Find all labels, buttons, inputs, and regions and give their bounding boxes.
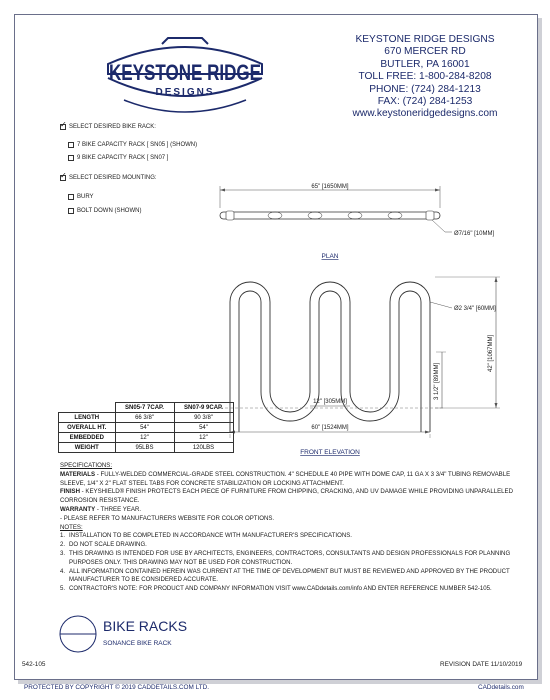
note-text: INSTALLATION TO BE COMPLETED IN ACCORDANCE WITH MANUFACTURER'S SPECIFICATIONS.	[69, 532, 352, 540]
drawing-title: BIKE RACKS	[103, 618, 188, 634]
logo-text: KEYSTONE RIDGE	[109, 60, 261, 85]
table-cell: 120LBS	[174, 443, 233, 453]
front-elevation-label: FRONT ELEVATION	[300, 449, 360, 456]
address-line: FAX: (724) 284-1253	[377, 96, 473, 108]
table-row	[59, 413, 234, 423]
table-header-cell	[59, 403, 116, 413]
table-header-row	[59, 403, 234, 413]
finish-spec	[60, 488, 530, 506]
mounting-option-label: BURY	[77, 194, 94, 200]
plan-post	[226, 211, 234, 220]
notes-heading: NOTES:	[60, 523, 83, 531]
table-row	[59, 423, 234, 433]
table-row-label: OVERALL HT.	[59, 423, 116, 433]
rack-sn05-checkbox[interactable]	[68, 142, 74, 148]
arrowhead	[495, 403, 498, 408]
warranty-spec	[60, 506, 530, 515]
rack-option-label: 7 BIKE CAPACITY RACK [ SN05 ] (SHOWN)	[77, 142, 198, 148]
front-length-dim: 60" [1524MM]	[311, 425, 349, 431]
table-row	[59, 443, 234, 453]
table-row-label: WEIGHT	[59, 443, 116, 453]
table-cell: 95LBS	[115, 443, 174, 453]
plan-rack-outline	[220, 212, 440, 219]
materials-label: MATERIALS	[60, 470, 96, 478]
table-row	[59, 433, 234, 443]
address-line: BUTLER, PA 16001	[380, 58, 470, 70]
logo-subtext: DESIGNS	[155, 87, 215, 98]
spec-table	[58, 402, 234, 453]
rack-option-sn05[interactable]	[68, 142, 197, 148]
rack-heading-checkbox[interactable]	[60, 124, 66, 130]
leader-line	[432, 220, 452, 232]
rack-heading-option[interactable]	[60, 124, 156, 130]
overall-length-dim: 65" [1650MM]	[311, 184, 349, 190]
specifications-heading: SPECIFICATIONS:	[60, 462, 113, 469]
plan-post	[426, 211, 434, 220]
table-cell: 54"	[115, 423, 174, 433]
mounting-heading-option[interactable]	[60, 175, 157, 181]
note-text: DO NOT SCALE DRAWING.	[69, 541, 147, 549]
note-item: 4. ALL INFORMATION CONTAINED HEREIN WAS CURRENT AT THE TIME OF DEVELOPMENT BUT MUST BE REVIEWED AND APPROVED BY THE PRODUCT MANUFACTURER TO BE CONSIDERED ACCURATE.	[60, 568, 530, 586]
leader-line	[430, 302, 452, 308]
table-cell: 12"	[174, 433, 233, 443]
reference-number: 542-105	[22, 661, 46, 668]
materials-text: - FULLY-WELDED COMMERCIAL-GRADE STEEL CONSTRUCTION. 4" SCHEDULE 40 PIPE WITH DOME CAP, 11 GA X 3 3/4" TUBING REMOVABLE SLEEVE, 1/4" X 2" FLAT STEEL TABS FOR CONCRETE STABILIZATION OR LOCKING ATTACHMENT.	[60, 470, 511, 487]
warranty-label: WARRANTY	[60, 505, 96, 513]
table-cell: 54"	[174, 423, 233, 433]
mounting-option-bury[interactable]	[68, 194, 94, 200]
revision-date: REVISION DATE 11/10/2019	[440, 661, 523, 668]
loop-diameter-dim: Ø2 3/4" [60MM]	[454, 306, 496, 312]
mounting-heading-label: SELECT DESIRED MOUNTING:	[69, 175, 157, 181]
rack-option-label: 9 BIKE CAPACITY RACK [ SN07 ]	[77, 155, 169, 161]
website-link[interactable]: www.keystoneridgedesigns.com	[352, 108, 498, 120]
table-header-cell: SN05-7 7CAP.	[115, 403, 174, 413]
warranty-text: - THREE YEAR.	[95, 505, 142, 513]
finish-text: - KEYSHIELD® FINISH PROTECTS EACH PIECE OF FURNITURE FROM CHIPPING, CRACKING, AND UV DAMAGE WHILE PROVIDING UNPARALLELED CORROSION RESISTANCE.	[60, 488, 514, 505]
company-address	[335, 34, 515, 121]
address-line: 670 MERCER RD	[384, 46, 466, 58]
table-cell: 90 3/8"	[174, 413, 233, 423]
arrowhead	[425, 431, 430, 434]
height-dim: 42" [1067MM]	[488, 334, 494, 372]
mounting-heading-checkbox[interactable]	[60, 175, 66, 181]
keystone-logo	[100, 36, 270, 118]
address-line: TOLL FREE: 1-800-284-8208	[358, 71, 492, 83]
note-text: ALL INFORMATION CONTAINED HEREIN WAS CURRENT AT THE TIME OF DEVELOPMENT BUT MUST BE REVIEWED AND APPROVED BY THE PRODUCT MANUFACTURER TO BE CONSIDERED ACCURATE.	[69, 567, 510, 584]
mounting-option-bolt[interactable]	[68, 208, 141, 214]
plan-label: PLAN	[321, 253, 339, 260]
note-text: CONTRACTOR'S NOTE: FOR PRODUCT AND COMPANY INFORMATION VISIT www.CADdetails.com/info AND ENTER REFERENCE NUMBER 542-105.	[69, 585, 492, 593]
color-spec: - PLEASE REFER TO MANUFACTURERS WEBSITE FOR COLOR OPTIONS.	[60, 514, 275, 522]
note-item: 1. INSTALLATION TO BE COMPLETED IN ACCORDANCE WITH MANUFACTURER'S SPECIFICATIONS.	[60, 532, 352, 540]
table-header-cell: SN07-9 9CAP.	[174, 403, 233, 413]
note-text: THIS DRAWING IS INTENDED FOR USE BY ARCHITECTS, ENGINEERS, CONTRACTORS, CONSULTANTS AND DESIGN PROFESSIONALS FOR PLANNING PURPOSES ONLY. THIS DRAWING MAY NOT BE USED FOR CONSTRUCTION.	[69, 549, 511, 566]
note-item: 2. DO NOT SCALE DRAWING.	[60, 541, 147, 549]
drawing-subtitle: SONANCE BIKE RACK	[103, 640, 172, 647]
table-row-label: EMBEDDED	[59, 433, 116, 443]
table-row-label: LENGTH	[59, 413, 116, 423]
finish-label: FINISH	[60, 488, 80, 496]
rack-heading-label: SELECT DESIRED BIKE RACK:	[69, 124, 156, 130]
spacing-dim: 12" [305MM]	[313, 399, 347, 405]
front-elevation-drawing	[200, 262, 520, 458]
rack-sn07-checkbox[interactable]	[68, 155, 74, 161]
table-cell: 12"	[115, 433, 174, 443]
caddetails-link[interactable]: CADdetails.com	[478, 684, 524, 691]
copyright-notice: PROTECTED BY COPYRIGHT © 2019 CADDETAILS.COM LTD.	[24, 684, 209, 691]
address-line: KEYSTONE RIDGE DESIGNS	[355, 34, 495, 45]
arrowhead	[435, 189, 440, 192]
bury-checkbox[interactable]	[68, 194, 74, 200]
materials-spec	[60, 471, 530, 489]
rack-tube-outline	[230, 282, 430, 432]
address-line: PHONE: (724) 284-1213	[369, 83, 481, 95]
rack-option-sn07[interactable]	[68, 155, 168, 161]
specifications-block	[60, 462, 530, 594]
title-circle-symbol	[58, 614, 98, 654]
arrowhead	[220, 189, 225, 192]
note-item: 5. CONTRACTOR'S NOTE: FOR PRODUCT AND COMPANY INFORMATION VISIT www.CADdetails.com/info AND ENTER REFERENCE NUMBER 542-105.	[60, 585, 492, 593]
table-cell: 66 3/8"	[115, 413, 174, 423]
embed-dim: 3 1/2" [89MM]	[434, 362, 440, 400]
pipe-diameter-dim: Ø7/16" [10MM]	[454, 231, 495, 237]
bolt-checkbox[interactable]	[68, 208, 74, 214]
mounting-option-label: BOLT DOWN (SHOWN)	[77, 208, 142, 214]
arrowhead	[495, 277, 498, 282]
plan-view-drawing	[200, 180, 510, 270]
note-item: 3. THIS DRAWING IS INTENDED FOR USE BY ARCHITECTS, ENGINEERS, CONTRACTORS, CONSULTANTS AND DESIGN PROFESSIONALS FOR PLANNING PURPOSES ONLY. THIS DRAWING MAY NOT BE USED FOR CONSTRUCTION.	[60, 550, 530, 568]
